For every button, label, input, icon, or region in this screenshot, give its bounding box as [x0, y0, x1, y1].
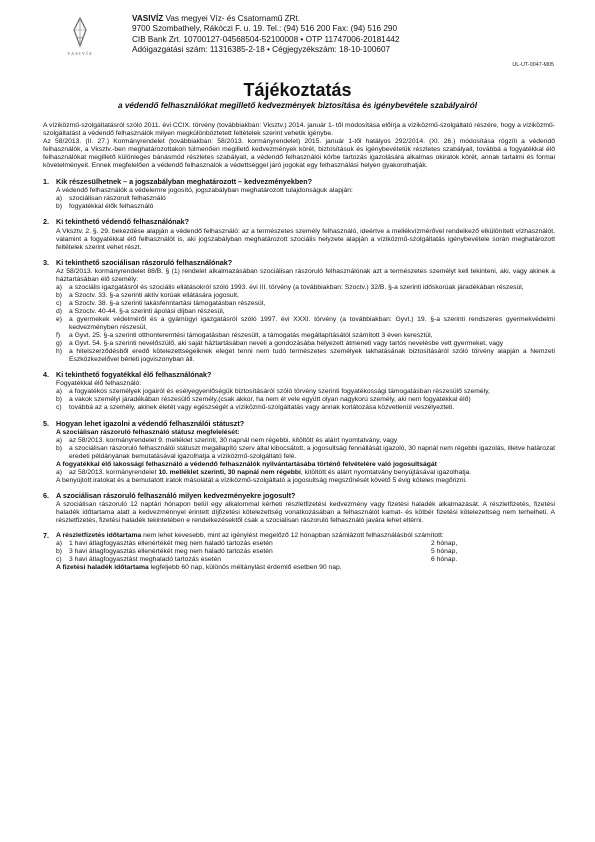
list-item: [56, 437, 555, 445]
sub-heading: A szociálisan rászoruló felhasználó státusz megfelelését:: [56, 428, 240, 436]
list-item: [56, 195, 555, 203]
list-item-text: a Gyvt. 54. §-a szerinti nevelőszülő, aki saját háztartásában neveli a gondozásába helyezett átmeneti vagy tartós nevelésbe vett gyermeket, vagy: [69, 340, 504, 348]
list-item: [56, 388, 555, 396]
list-item-text: a Szoctv. 38. §-a szerinti lakásfenntartási támogatásban részesül,: [69, 299, 266, 307]
list-item-text: a): [56, 388, 63, 396]
list-item: [56, 300, 555, 308]
list-item-text: c): [56, 299, 62, 307]
list-item: [56, 284, 555, 292]
list-item-text: fogyatékkal élők felhasználó: [69, 203, 154, 211]
list-item-text: b): [56, 548, 63, 556]
list-item-text: 2 hónap,: [431, 540, 458, 548]
list-item-text: továbbá az a személy, akinek életét vagy egészségét a víziközmű-szolgáltatás vagy annak korlátozása közvetlenül veszélyezteti.: [69, 404, 455, 412]
list-item-text: a Szoctv. 40-44. §-a szerinti ápolási díjban részesül,: [69, 307, 225, 315]
list-item-text: a fogyatékos személyek jogairól és esélyegyenlőségük biztosításáról szóló törvény szerinti fogyatékossági támogatásban részesülő személy,: [69, 388, 490, 396]
list-item-text: a Szoctv. 33. §-a szerinti aktív korúak ellátására jogosult,: [69, 291, 239, 299]
list-item-text: b): [56, 291, 63, 299]
list-item: [56, 445, 555, 461]
company-details: [132, 14, 400, 56]
list-item-text: az 58/2013. kormányrendelet 9. melléklet szerinti, 30 napnál nem régebbi, kitöltött és aláírt nyomtatvány, vagy: [69, 436, 398, 444]
list-item-text: a): [56, 540, 63, 548]
section-text: A szociálisan rászoruló 12 naptári hónapon belül egy alkalommal kérheti részletfizetési kedvezmény vagy fizetési haladék alkalmazását. A részletfizetés, fizetési haladék időtartama alatt a kedvezménnyel érintett díjfizetési kötelezettség vonatkozásában a felhasználót kamat- és kötbér fizetési kötelezettség nem terhelheti. A részletfizetés, fizetési haladék tekintetében e rendelkezésektől csak a szociálisan rászoruló felhasználó javára lehet eltérni.: [56, 500, 555, 525]
section-number: 2.: [43, 217, 49, 227]
list-item-text: a): [56, 436, 63, 444]
section-title: Kik részesülhetnek – a jogszabályban meghatározott – kedvezményekben?: [56, 177, 313, 187]
letterhead: [44, 14, 554, 74]
intro-paragraph-2: Az 58/2013. (II. 27.) Kormányrendelet (továbbiakban: 58/2013. kormányrendelet) 2015. január 1-től hatályos 292/2014. (XI. 26.) módosítása rögzíti a védendő felhasználók, a Vksztv.-ben meghatározottakon túlmenően megillető kedvezmények körét, biztosításuk és igénybevételük részletes szabályait, továbbá a fogyatékkal élő felhasználókat megillető különleges bánásmód részletes szabályait, a védendő felhasználói körbe tartozás igazolására alkalmas okiratok körét, annak tartalmi és formai követelményeit. Ennek megfelelően a védendő felhasználók a védettséggel járó jogokat egy felhasználási helyen gyakorolhatják.: [43, 138, 555, 170]
list-item-text: f): [56, 332, 61, 340]
list-item-text: d): [56, 307, 63, 315]
document-body: [43, 122, 555, 572]
company-bank: CIB Bank Zrt. 10700127-04568504-52100008 • OTP 11747006-20181442: [132, 34, 400, 44]
section-4: [43, 371, 555, 412]
section-title: Ki tekinthető szociálisan rászoruló felhasználónak?: [56, 257, 233, 267]
list-item-text: a): [56, 195, 63, 203]
list-item: [56, 404, 555, 412]
company-full-name: Vas megyei Víz- és Csatornamű ZRt.: [163, 14, 301, 23]
document-id: UL-UT-0047-M05: [512, 62, 554, 68]
list-item-text: a gyermekek védelméről és a gyámügyi igazgatásról szóló 1997. évi XXXI. törvény (a továbbiakban: Gyvt.) 19. §-a szerinti rendszeres gyermekvédelmi kedvezményben részesül,: [69, 315, 555, 332]
list-item-text: a): [56, 283, 63, 291]
list-item-text: az 58/2013. kormányrendelet: [69, 468, 159, 476]
section-number: 3.: [43, 257, 49, 267]
table-row: [56, 540, 555, 548]
list-item-text: b): [56, 203, 63, 211]
list-item-text: a szociálisan rászoruló felhasználói státuszt megállapító szerv által kibocsátott, a jogosultság fennállását igazoló, 30 napnál nem régebbi igazolás, illetve határozat eredeti példányának bemutatásával igazolhatja a víziközmű-szolgáltató felé.: [69, 444, 555, 460]
list-item-text: 10. melléklet szerinti, 30 napnál nem régebbi: [158, 468, 301, 476]
section-title: A részletfizetés időtartama: [56, 532, 142, 540]
list-item-text: 5 hónap,: [431, 548, 458, 556]
list-item-text: [69, 469, 555, 477]
section-title: Ki tekinthető védendő felhasználónak?: [56, 217, 189, 227]
installment-table: [56, 540, 555, 572]
list-item-text: c): [56, 556, 62, 564]
water-drop-logo-icon: [60, 16, 100, 50]
section-title-rest: nem lehet kevesebb, mint az igénylést megelőző 12 hónapban számlázott felhasználásból számított:: [141, 532, 444, 540]
table-row: [56, 556, 555, 564]
list-item: [56, 203, 555, 211]
list-item: [56, 469, 555, 477]
section-number: 1.: [43, 177, 49, 187]
list-item: [56, 292, 555, 300]
list-item: [56, 340, 555, 348]
list-item-text: a Gyvt. 25. §-a szerinti otthonteremtési támogatásban részesült, a támogatás megállapításától számított 3 éven keresztül,: [69, 332, 433, 340]
list-item: [56, 348, 555, 364]
list-item-text: 1 havi átlagfogyasztás ellenértékét meg nem haladó tartozás esetén: [69, 540, 273, 548]
list-item: [56, 332, 555, 340]
section-6: [43, 492, 555, 525]
section-title: Ki tekinthető fogyatékkal élő felhasználónak?: [56, 370, 212, 380]
section-5: [43, 420, 555, 485]
intro-paragraph-1: A víziközmű-szolgáltatásról szóló 2011. évi CCIX. törvény (továbbiakban: Vksztv.) 2014. január 1- től módosítása előírja a víziközmű-szolgáltató részére, hogy a víziközmű-szolgáltatást a védendő felhasználók milyen megkülönböztetett feltételek szerint vehetik igénybe.: [43, 122, 555, 138]
list-item-text: 6 hónap.: [431, 556, 458, 564]
logo-wordmark: VASIVÍZ: [67, 51, 93, 56]
list-item-text: a szociális igazgatásról és szociális ellátásokról szóló 1993. évi III. törvény (a továbbiakban: Szoctv.) 32/B. §-a szerinti időskorúak járadékában részesül,: [69, 283, 524, 291]
company-address: 9700 Szombathely, Rákóczi F. u. 19. Tel.: (94) 516 200 Fax: (94) 516 290: [132, 24, 398, 34]
list-item-text: 3 havi átlagfogyasztást meghaladó tartozás esetén: [69, 556, 221, 564]
section-lead: A védendő felhasználók a védelemre jogosító, jogszabályban meghatározott tulajdonságuk alapján:: [56, 187, 353, 195]
section-number: 5.: [43, 418, 49, 428]
list-item-text: c): [56, 404, 62, 412]
list-item-text: a): [56, 468, 63, 476]
list-item-text: a vakok személyi járadékában részesülő személy,(csak akkor, ha nem él vele együtt olyan nagykorú személy, aki nem fogyatékkal élő): [69, 396, 471, 404]
document-title: Tájékoztatás: [243, 80, 352, 100]
section-number: 4.: [43, 370, 49, 380]
list-item-text: b): [56, 396, 63, 404]
section-title: A szociálisan rászoruló felhasználó milyen kedvezményekre jogosult?: [56, 490, 296, 500]
list-item-text: b): [56, 444, 63, 452]
section-number: 6.: [43, 490, 49, 500]
sub-heading: A fogyatékkal élő lakossági felhasználó a védendő felhasználók nyilvántartásába történő felvételére való jogosultságát: [56, 460, 437, 468]
list-item-text: szociálisan rászorult felhasználó: [69, 195, 166, 203]
table-row: [56, 548, 555, 556]
list-item-text: h): [56, 348, 63, 356]
list-item: [56, 316, 555, 332]
section-text: A Vksztv. 2. §. 29. bekezdése alapján a védendő felhasználó: az a természetes személy felhasználó, ideértve a mellékvízmérővel rendelkező elkülönített vízhasználót, valamint a fogyatékkal élő felhasználót is, aki jogszabályban meghatározott szociális helyzete alapján a víziközmű-szolgáltatás igénybevétele során meghatározott feltételek szerint vehet részt.: [56, 227, 555, 251]
section-number: 7.: [43, 531, 49, 541]
section-note: A benyújtott iratokat és a bemutatott iratok másolatát a víziközmű-szolgáltató a jogosultság megszűnését követő 5 évig köteles megőrizni.: [56, 476, 467, 484]
section-lead: Fogyatékkal élő felhasználó:: [56, 380, 142, 388]
list-item: [56, 308, 555, 316]
list-item-text: g): [56, 340, 63, 348]
section-7: [43, 532, 555, 572]
section-title: Hogyan lehet igazolni a védendő felhasználói státuszt?: [56, 418, 245, 428]
list-item-text: 3 havi átlagfogyasztás ellenértékét meg nem haladó tartozás esetén: [69, 548, 273, 556]
note-text: A fizetési haladék időtartama: [56, 564, 149, 572]
section-3: [43, 259, 555, 365]
list-item: [56, 396, 555, 404]
section-1: [43, 178, 555, 211]
company-name: VASIVÍZ: [132, 14, 164, 23]
company-tax: Adóigazgatási szám: 11316385-2-18 • Cégjegyzékszám: 18-10-100607: [132, 45, 391, 55]
section-2: [43, 218, 555, 251]
list-item-text: , kitöltött és aláírt nyomtatvány benyújtásával igazolhatja.: [300, 468, 472, 476]
company-logo: [44, 16, 116, 72]
section-lead: Az 58/2013. kormányrendelet 88/B. § (1) rendelet alkalmazásában szociálisan rászoruló felhasználónak azt a természetes személyt kell tekinteni, aki, vagy akinek a háztartásában élő személy:: [56, 267, 555, 283]
list-item-text: a hitelszerződésből eredő kötelezettségeiknek eleget tenni nem tudó természetes személyek lakhatásának biztosításáról szóló törvény alapján a Nemzeti Eszközkezelővel bérleti jogviszonyban áll.: [69, 348, 555, 364]
list-item-text: e): [56, 315, 63, 323]
document-subtitle: a védendő felhasználókat megillető kedvezmények biztosítása és igénybevétele szabályairól: [117, 101, 478, 110]
section-note: [56, 564, 555, 572]
note-text: legfeljebb 60 nap, különös méltánylást érdemlő esetben 90 nap.: [148, 564, 342, 572]
